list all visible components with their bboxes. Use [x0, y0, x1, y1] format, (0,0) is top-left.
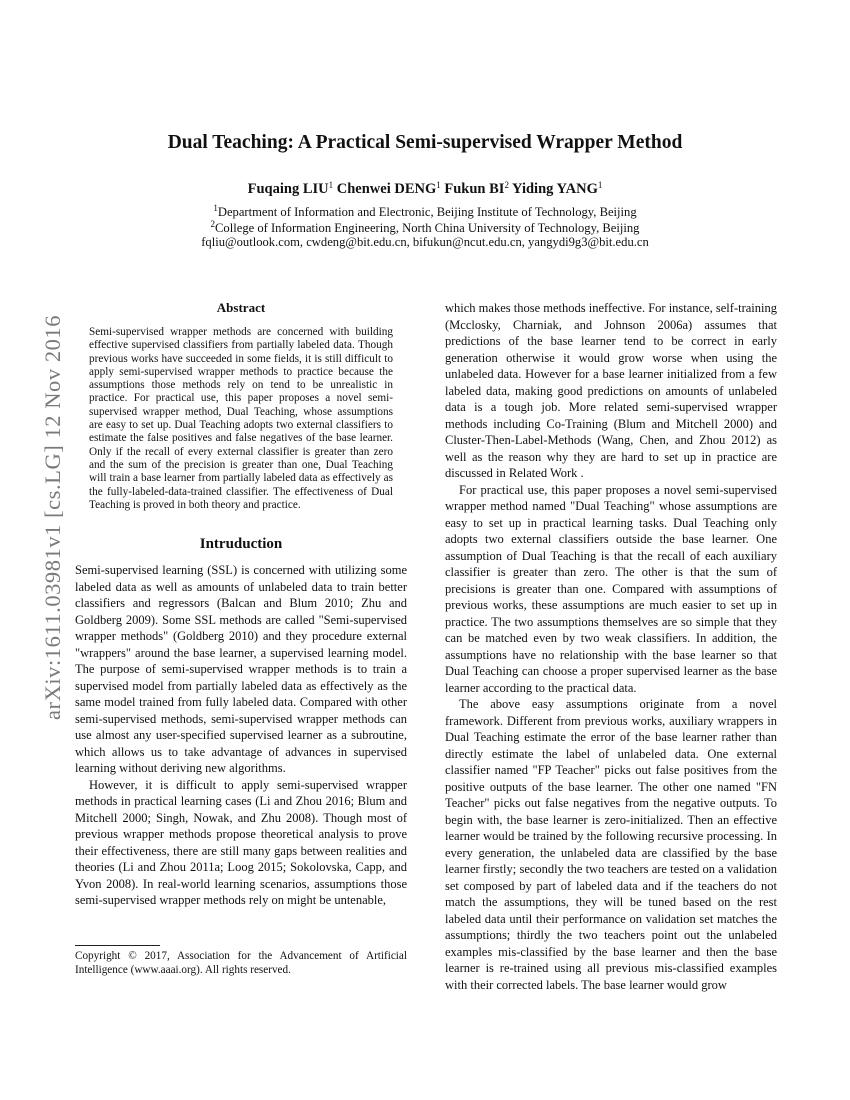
affiliation-mark: 1 — [213, 203, 218, 213]
affiliation-mark: 2 — [210, 219, 216, 229]
affiliation-text: College of Information Engineering, North China University of Technology, Beijing — [215, 221, 640, 235]
author-emails: fqliu@outlook.com, cwdeng@bit.edu.cn, bifukun@ncut.edu.cn, yangydi9g3@bit.edu.cn — [201, 235, 649, 249]
arxiv-stamp — [20, 290, 65, 720]
affiliation-1 — [0, 203, 850, 220]
author-name: Chenwei DENG — [336, 181, 437, 197]
body-paragraph-1: which makes those methods ineffective. For instance, self-training (Mcclosky, Charniak, and Johnson 2006a) assumes that predictions of the base learner tend to be correct in early generation otherwise it would grow worse when using the unlabeled data. However for a base learner initialized from a few labeled data, making good predictions on amounts of unlabeled data is a tough job. More related semi-supervised wrapper methods including Co-Training (Blum and Mitchell 2000) and Cluster-Then-Label-Methods (Wang, Chen, and Zhou 2012) as well as the reason why they are hard to set up in practice are discussed in Related Work . — [445, 301, 777, 480]
intro-paragraph-2: However, it is difficult to apply semi-supervised wrapper methods in practical learning cases (Li and Zhou 2016; Blum and Mitchell 2000; Singh, Nowak, and Zhu 2008). Though most of previous wrapper methods propose theoretical analysis to prove their effectiveness, there are still many gaps between realities and theories (Li and Zhou 2011a; Loog 2015; Sokolovska, Capp, and Yvon 2008). In real-world learning scenarios, assumptions those semi-supervised wrapper methods rely on might be untenable, — [75, 777, 407, 908]
footnote-rule — [75, 945, 160, 946]
affiliation-2 — [0, 219, 850, 236]
author-affiliation-mark: 1 — [436, 180, 441, 190]
author-affiliation-mark: 1 — [328, 180, 334, 190]
author-affiliation-mark: 2 — [504, 180, 509, 190]
introduction-heading: Intruduction — [199, 536, 283, 553]
author-list — [0, 180, 850, 198]
author-name: Fukun BI — [444, 181, 505, 197]
affiliation-text: Department of Information and Electronic, Beijing Institute of Technology, Beijing — [217, 205, 637, 219]
arxiv-stamp-text: arXiv:1611.03981v1 [cs.LG] 12 Nov 2016 — [40, 314, 65, 720]
right-column — [445, 300, 777, 993]
body-paragraph-2: For practical use, this paper proposes a novel semi-supervised wrapper method named "Dual Teaching" whose assumptions are easy to set up in practical learning tasks. Dual Teaching only adopts two external classifiers outside the base learner. One assumption of Dual Teaching is that the recall of each auxiliary classifier is greater than zero. The other is that the sum of precisions is greater than one. Compared with assumptions of previous works, these assumptions are much easier to set up in practice. The two assumptions themselves are so simple that they can be matched even by two weak classifiers. In addition, the assumptions have no relationship with the base learner so that Dual Teaching can choose a proper supervised learner as the base learner according to the practical data. — [445, 482, 777, 695]
author-affiliation-mark: 1 — [597, 180, 603, 190]
left-column — [75, 300, 407, 909]
abstract-heading: Abstract — [216, 300, 266, 315]
author-name: Fuqaing LIU — [247, 181, 329, 197]
abstract-text: Semi-supervised wrapper methods are concerned with building effective supervised classifiers from partially labeled data. Though previous works have succeeded in some fields, it is still difficult to apply semi-supervised wrapper methods to practice because the assumptions those methods rely on tend to be unrealistic in practice. For practical use, this paper proposes a novel semi-supervised wrapper method, Dual Teaching, whose assumptions are easy to set up. Dual Teaching adopts two external classifiers to estimate the false positives and false negatives of the base learner. Only if the recall of every external classifier is greater than zero and the sum of the precision is greater than one, Dual Teaching will train a base learner from partially labeled data as effectively as the fully-labeled-data-trained classifier. The effectiveness of Dual Teaching is proved in both theory and practice. — [89, 326, 393, 511]
author-name: Yiding YANG — [512, 181, 598, 197]
paper-title: Dual Teaching: A Practical Semi-supervised Wrapper Method — [167, 132, 683, 153]
intro-paragraph-1: Semi-supervised learning (SSL) is concerned with utilizing some labeled data as well as amounts of unlabeled data to train better classifiers and regressors (Balcan and Blum 2010; Zhu and Goldberg 2009). Some SSL methods are called "Semi-supervised wrapper methods" (Goldberg 2010) and they procedure external "wrappers" around the base learner, a supervised learning model. The purpose of semi-supervised wrapper methods is to train a supervised model from partially labeled data as effectively as the same model trained from fully labeled data. Compared with other semi-supervised methods, semi-supervised wrapper methods can use almost any user-specified supervised learner as a subroutine, which allows us to take advantage of advances in supervised learning without deriving new algorithms. — [75, 563, 407, 776]
copyright-footnote: Copyright © 2017, Association for the Advancement of Artificial Intelligence (www.aaai.org). All rights reserved. — [75, 950, 407, 976]
body-paragraph-3: The above easy assumptions originate from a novel framework. Different from previous works, auxiliary wrappers in Dual Teaching estimate the error of the base learner rather than directly estimate the label of unlabeled data. One external classifier named "FP Teacher" picks out false positives from the positive outputs of the base learner. The other one named "FN Teacher" picks out false negatives from the negative outputs. To begin with, the base learner is zero-initialized. Then an effective learner would be trained by the following recursive processing. In every generation, the unlabeled data are classified by the base learner firstly; secondly the two teachers are tested on a validation set composed by part of labeled data and if the teachers do not match the assumptions, they will be tuned based on the rest labeled data until their performance on validation set matches the assumptions; thirdly the two teachers point out the unlabeled examples mis-classified by the base learner and then the base learner is re-trained using all previous mis-classified examples with their corrected labels. The base learner would grow — [445, 697, 777, 992]
